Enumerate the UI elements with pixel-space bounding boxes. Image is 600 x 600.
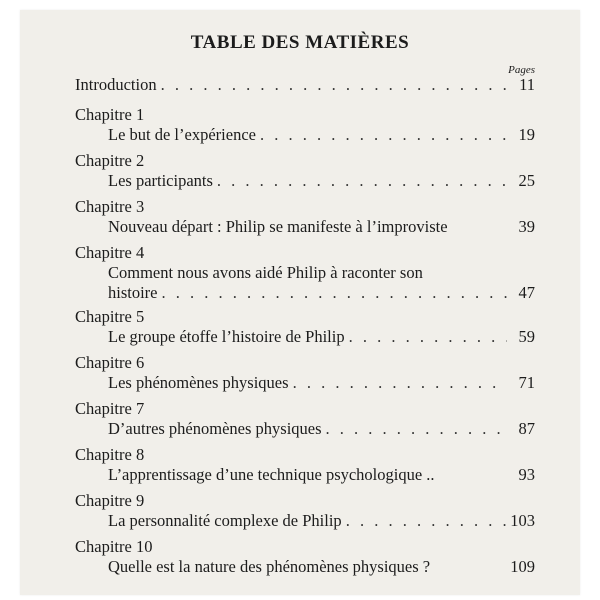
toc-entry-chapter-4[interactable] [75,244,535,302]
chapter-title: D’autres phénomènes physiques [108,419,322,438]
chapter-page: 87 [518,419,535,438]
introduction-page: 11 [519,75,535,94]
dot-leader [260,126,507,144]
chapter-title: Les phénomènes physiques [108,373,289,392]
book-page [20,10,580,595]
chapter-label: Chapitre 3 [75,197,145,216]
chapter-page: 109 [510,557,535,576]
dot-leader [326,420,507,438]
chapter-title-line-1: Comment nous avons aidé Philip à raconter son [108,263,423,282]
chapter-label: Chapitre 10 [75,537,153,556]
toc-entry-chapter-9[interactable] [75,492,535,530]
chapter-title: Les participants [108,171,213,190]
chapter-title: Le groupe étoffe l’histoire de Philip [108,327,345,346]
toc-entry-chapter-2[interactable] [75,152,535,190]
toc-entry-chapter-10[interactable] [75,538,535,576]
chapter-label: Chapitre 2 [75,151,145,170]
toc-entry-chapter-3[interactable] [75,198,535,236]
toc-title: TABLE DES MATIÈRES [190,32,410,53]
toc-entry-chapter-7[interactable] [75,400,535,438]
chapter-page: 71 [518,373,535,392]
chapter-page: 103 [510,511,535,530]
dot-leader [293,374,507,392]
chapter-label: Chapitre 8 [75,445,145,464]
toc-entry-chapter-8[interactable] [75,446,535,484]
dot-leader [217,172,507,190]
chapter-label: Chapitre 5 [75,307,145,326]
chapter-title: L’apprentissage d’une technique psychologique .. [108,465,435,484]
pages-column-label: Pages [508,64,535,76]
toc-entry-chapter-6[interactable] [75,354,535,392]
toc-entry-introduction[interactable] [75,76,535,94]
toc-entry-chapter-5[interactable] [75,308,535,346]
chapter-title: Nouveau départ : Philip se manifeste à l’improviste [108,217,448,236]
chapter-page: 59 [518,327,535,346]
chapter-page: 25 [518,171,535,190]
chapter-title: La personnalité complexe de Philip [108,511,342,530]
chapter-page: 39 [518,217,535,236]
chapter-label: Chapitre 9 [75,491,145,510]
toc-entry-chapter-1[interactable] [75,106,535,144]
chapter-title: Quelle est la nature des phénomènes physiques ? [108,557,431,576]
chapter-label: Chapitre 6 [75,353,145,372]
chapter-label: Chapitre 7 [75,399,145,418]
chapter-label: Chapitre 4 [75,243,145,262]
chapter-page: 19 [518,125,535,144]
dot-leader [349,328,507,346]
chapter-title-line-2: histoire [108,283,158,302]
chapter-page: 93 [518,465,535,484]
dot-leader [162,284,508,302]
chapter-label: Chapitre 1 [75,105,145,124]
chapter-title: Le but de l’expérience [108,125,256,144]
introduction-label: Introduction [75,75,157,94]
dot-leader [346,512,507,530]
chapter-page: 47 [518,283,535,302]
dot-leader [161,76,507,94]
